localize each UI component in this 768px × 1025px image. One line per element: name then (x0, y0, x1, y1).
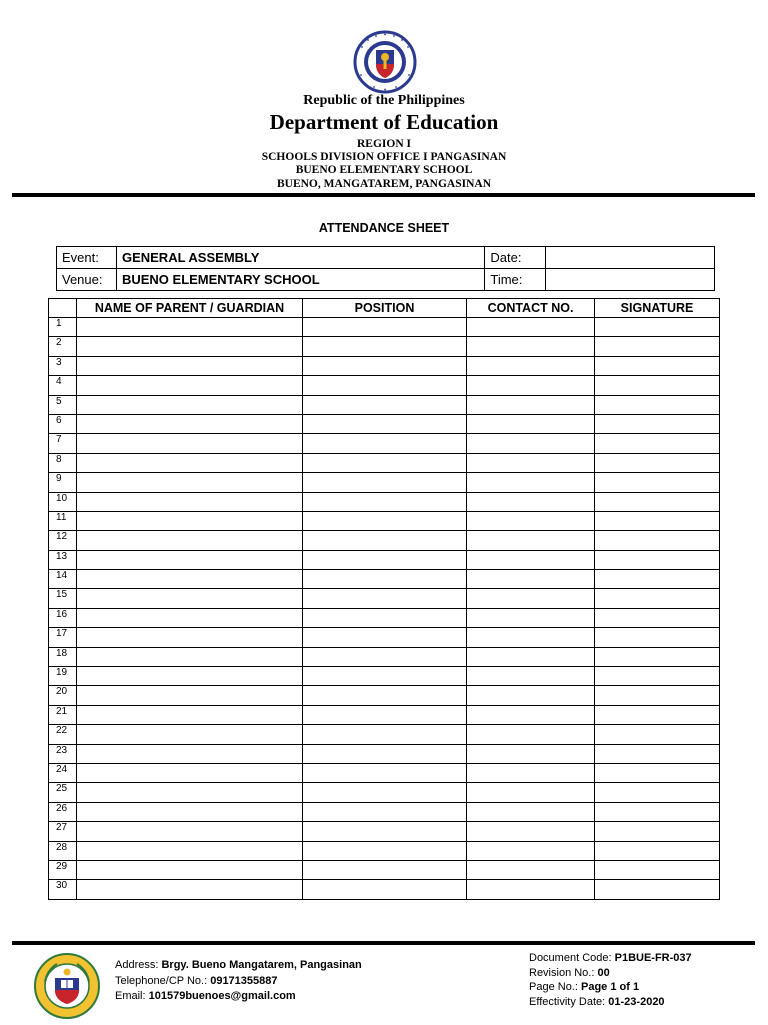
contact-cell[interactable] (467, 337, 595, 356)
row-number: 9 (49, 473, 77, 492)
row-number: 18 (49, 647, 77, 666)
contact-cell[interactable] (467, 880, 595, 899)
name-cell[interactable] (77, 763, 303, 782)
row-number: 8 (49, 453, 77, 472)
contact-cell[interactable] (467, 763, 595, 782)
position-cell[interactable] (303, 608, 467, 627)
column-header-contact: CONTACT NO. (467, 299, 595, 318)
contact-cell[interactable] (467, 667, 595, 686)
date-label: Date: (485, 247, 546, 269)
page-value: Page 1 of 1 (580, 981, 640, 993)
position-cell[interactable] (303, 725, 467, 744)
signature-cell[interactable] (595, 686, 720, 705)
name-cell[interactable] (77, 667, 303, 686)
event-info-table (56, 246, 715, 291)
signature-cell[interactable] (595, 705, 720, 724)
position-cell[interactable] (303, 880, 467, 899)
position-cell[interactable] (303, 492, 467, 511)
footer-phone-line (115, 974, 362, 990)
position-cell[interactable] (303, 473, 467, 492)
table-row (49, 376, 720, 395)
table-row (49, 647, 720, 666)
position-cell[interactable] (303, 744, 467, 763)
position-cell[interactable] (303, 318, 467, 337)
row-number: 20 (49, 686, 77, 705)
name-cell[interactable] (77, 686, 303, 705)
signature-cell[interactable] (595, 628, 720, 647)
signature-cell[interactable] (595, 860, 720, 879)
position-cell[interactable] (303, 376, 467, 395)
sheet-title: ATTENDANCE SHEET (318, 221, 450, 235)
attendance-header-row (49, 299, 720, 318)
effectivity-value: 01-23-2020 (608, 995, 665, 1008)
signature-cell[interactable] (595, 880, 720, 899)
doc-code-value: P1BUE-FR-037 (614, 952, 692, 964)
signature-cell[interactable] (595, 783, 720, 802)
signature-cell[interactable] (595, 337, 720, 356)
contact-cell[interactable] (467, 608, 595, 627)
school-heading: BUENO ELEMENTARY SCHOOL (295, 164, 473, 176)
table-row (49, 667, 720, 686)
row-number: 19 (49, 667, 77, 686)
phone-value: 09171355887 (210, 974, 278, 987)
name-cell[interactable] (77, 531, 303, 550)
row-number: 3 (49, 356, 77, 375)
table-row (49, 453, 720, 472)
name-cell[interactable] (77, 453, 303, 472)
signature-cell[interactable] (595, 492, 720, 511)
event-label: Event: (57, 247, 117, 269)
contact-cell[interactable] (467, 318, 595, 337)
footer-divider (12, 941, 755, 945)
table-row (49, 705, 720, 724)
division-heading: SCHOOLS DIVISION OFFICE I PANGASINAN (261, 151, 507, 163)
signature-cell[interactable] (595, 647, 720, 666)
table-row (49, 589, 720, 608)
table-row (49, 880, 720, 899)
position-cell[interactable] (303, 550, 467, 569)
position-cell[interactable] (303, 802, 467, 821)
table-row (49, 414, 720, 433)
position-cell[interactable] (303, 763, 467, 782)
table-row (49, 337, 720, 356)
position-cell[interactable] (303, 337, 467, 356)
row-number: 24 (49, 763, 77, 782)
position-cell[interactable] (303, 589, 467, 608)
column-header-name: NAME OF PARENT / GUARDIAN (77, 299, 303, 318)
position-cell[interactable] (303, 395, 467, 414)
revision-value: 00 (597, 966, 610, 979)
signature-cell[interactable] (595, 667, 720, 686)
table-row (49, 763, 720, 782)
name-cell[interactable] (77, 337, 303, 356)
signature-cell[interactable] (595, 395, 720, 414)
contact-cell[interactable] (467, 589, 595, 608)
table-row (49, 725, 720, 744)
school-seal-logo (33, 952, 101, 1020)
event-row (57, 247, 715, 269)
contact-cell[interactable] (467, 783, 595, 802)
page-label: Page No.: (529, 981, 581, 993)
signature-cell[interactable] (595, 802, 720, 821)
row-number: 15 (49, 589, 77, 608)
name-cell[interactable] (77, 395, 303, 414)
signature-cell[interactable] (595, 318, 720, 337)
signature-cell[interactable] (595, 589, 720, 608)
table-row (49, 395, 720, 414)
position-cell[interactable] (303, 647, 467, 666)
signature-cell[interactable] (595, 434, 720, 453)
email-value: 101579buenoes@gmail.com (148, 990, 296, 1002)
signature-cell[interactable] (595, 744, 720, 763)
contact-cell[interactable] (467, 434, 595, 453)
contact-cell[interactable] (467, 453, 595, 472)
contact-cell[interactable] (467, 744, 595, 763)
revision-label: Revision No.: (529, 966, 598, 979)
number-column-header (49, 299, 77, 318)
row-number: 28 (49, 841, 77, 860)
row-number: 22 (49, 725, 77, 744)
position-cell[interactable] (303, 860, 467, 879)
contact-cell[interactable] (467, 356, 595, 375)
contact-cell[interactable] (467, 705, 595, 724)
contact-cell[interactable] (467, 822, 595, 841)
table-row (49, 628, 720, 647)
name-cell[interactable] (77, 473, 303, 492)
deped-seal-logo (346, 30, 424, 94)
attendance-table (48, 298, 720, 900)
signature-cell[interactable] (595, 763, 720, 782)
signature-cell[interactable] (595, 376, 720, 395)
effectivity-line (529, 995, 692, 1010)
venue-row (57, 269, 715, 291)
row-number: 17 (49, 628, 77, 647)
column-header-signature: SIGNATURE (595, 299, 720, 318)
name-cell[interactable] (77, 318, 303, 337)
table-row (49, 744, 720, 763)
name-cell[interactable] (77, 589, 303, 608)
contact-cell[interactable] (467, 511, 595, 530)
position-cell[interactable] (303, 628, 467, 647)
signature-cell[interactable] (595, 550, 720, 569)
address-label: Address: (115, 959, 162, 971)
name-cell[interactable] (77, 744, 303, 763)
row-number: 12 (49, 531, 77, 550)
contact-cell[interactable] (467, 570, 595, 589)
column-header-position: POSITION (303, 299, 467, 318)
signature-cell[interactable] (595, 608, 720, 627)
position-cell[interactable] (303, 356, 467, 375)
name-cell[interactable] (77, 628, 303, 647)
row-number: 26 (49, 802, 77, 821)
row-number: 30 (49, 880, 77, 899)
position-cell[interactable] (303, 531, 467, 550)
table-row (49, 841, 720, 860)
position-cell[interactable] (303, 667, 467, 686)
row-number: 6 (49, 414, 77, 433)
event-value[interactable]: GENERAL ASSEMBLY (116, 247, 484, 269)
republic-heading: Republic of the Philippines (303, 93, 465, 108)
name-cell[interactable] (77, 647, 303, 666)
footer-email-line (115, 989, 362, 1005)
contact-cell[interactable] (467, 395, 595, 414)
row-number: 10 (49, 492, 77, 511)
page-number-line (529, 980, 692, 995)
row-number: 25 (49, 783, 77, 802)
position-cell[interactable] (303, 434, 467, 453)
row-number: 13 (49, 550, 77, 569)
row-number: 5 (49, 395, 77, 414)
signature-cell[interactable] (595, 414, 720, 433)
revision-line (529, 966, 692, 981)
position-cell[interactable] (303, 822, 467, 841)
row-number: 4 (49, 376, 77, 395)
date-value[interactable] (546, 247, 715, 269)
row-number: 29 (49, 860, 77, 879)
table-row (49, 686, 720, 705)
table-row (49, 860, 720, 879)
name-cell[interactable] (77, 376, 303, 395)
row-number: 11 (49, 511, 77, 530)
name-cell[interactable] (77, 725, 303, 744)
signature-cell[interactable] (595, 531, 720, 550)
name-cell[interactable] (77, 414, 303, 433)
position-cell[interactable] (303, 705, 467, 724)
contact-cell[interactable] (467, 647, 595, 666)
name-cell[interactable] (77, 608, 303, 627)
signature-cell[interactable] (595, 453, 720, 472)
row-number: 16 (49, 608, 77, 627)
position-cell[interactable] (303, 783, 467, 802)
signature-cell[interactable] (595, 473, 720, 492)
table-row (49, 531, 720, 550)
name-cell[interactable] (77, 822, 303, 841)
name-cell[interactable] (77, 492, 303, 511)
row-number: 27 (49, 822, 77, 841)
name-cell[interactable] (77, 783, 303, 802)
contact-cell[interactable] (467, 531, 595, 550)
venue-value[interactable]: BUENO ELEMENTARY SCHOOL (116, 269, 484, 291)
effectivity-label: Effectivity Date: (529, 995, 609, 1008)
table-row (49, 570, 720, 589)
position-cell[interactable] (303, 570, 467, 589)
school-address-heading: BUENO, MANGATAREM, PANGASINAN (276, 178, 492, 190)
name-cell[interactable] (77, 802, 303, 821)
name-cell[interactable] (77, 550, 303, 569)
footer-address-line (115, 958, 362, 974)
signature-cell[interactable] (595, 511, 720, 530)
table-row (49, 356, 720, 375)
name-cell[interactable] (77, 570, 303, 589)
table-row (49, 473, 720, 492)
name-cell[interactable] (77, 434, 303, 453)
contact-cell[interactable] (467, 686, 595, 705)
signature-cell[interactable] (595, 570, 720, 589)
table-row (49, 550, 720, 569)
position-cell[interactable] (303, 511, 467, 530)
header-divider (12, 193, 755, 197)
name-cell[interactable] (77, 511, 303, 530)
contact-cell[interactable] (467, 725, 595, 744)
contact-cell[interactable] (467, 802, 595, 821)
contact-cell[interactable] (467, 376, 595, 395)
name-cell[interactable] (77, 356, 303, 375)
region-heading: REGION I (357, 138, 411, 150)
department-heading: Department of Education (269, 110, 499, 134)
signature-cell[interactable] (595, 841, 720, 860)
phone-label: Telephone/CP No.: (115, 974, 211, 987)
contact-cell[interactable] (467, 473, 595, 492)
venue-label: Venue: (57, 269, 117, 291)
contact-cell[interactable] (467, 550, 595, 569)
table-row (49, 822, 720, 841)
table-row (49, 511, 720, 530)
name-cell[interactable] (77, 705, 303, 724)
doc-code-label: Document Code: (529, 952, 615, 964)
contact-cell[interactable] (467, 860, 595, 879)
footer-document-block (529, 951, 692, 1009)
name-cell[interactable] (77, 841, 303, 860)
table-row (49, 492, 720, 511)
address-value: Brgy. Bueno Mangatarem, Pangasinan (161, 959, 362, 971)
doc-code-line (529, 951, 692, 966)
row-number: 2 (49, 337, 77, 356)
position-cell[interactable] (303, 414, 467, 433)
table-row (49, 783, 720, 802)
position-cell[interactable] (303, 686, 467, 705)
name-cell[interactable] (77, 860, 303, 879)
table-row (49, 608, 720, 627)
position-cell[interactable] (303, 453, 467, 472)
attendance-body (49, 318, 720, 900)
name-cell[interactable] (77, 880, 303, 899)
row-number: 23 (49, 744, 77, 763)
contact-cell[interactable] (467, 841, 595, 860)
signature-cell[interactable] (595, 725, 720, 744)
row-number: 14 (49, 570, 77, 589)
contact-cell[interactable] (467, 414, 595, 433)
table-row (49, 434, 720, 453)
time-label: Time: (485, 269, 546, 291)
contact-cell[interactable] (467, 492, 595, 511)
table-row (49, 318, 720, 337)
row-number: 21 (49, 705, 77, 724)
signature-cell[interactable] (595, 356, 720, 375)
contact-cell[interactable] (467, 628, 595, 647)
email-label: Email: (115, 990, 149, 1002)
footer-contact-block (115, 958, 362, 1005)
row-number: 7 (49, 434, 77, 453)
row-number: 1 (49, 318, 77, 337)
position-cell[interactable] (303, 841, 467, 860)
table-row (49, 802, 720, 821)
time-value[interactable] (546, 269, 715, 291)
signature-cell[interactable] (595, 822, 720, 841)
